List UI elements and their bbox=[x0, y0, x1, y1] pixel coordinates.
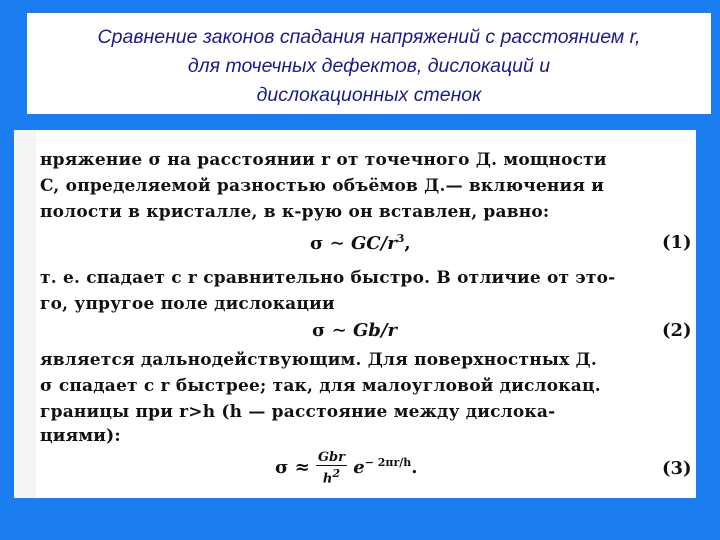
text-line-2: C, определяемой разностью объёмов Д.— включения и bbox=[40, 176, 605, 196]
equation-1-number: (1) bbox=[662, 232, 692, 253]
text-line-9: циями): bbox=[40, 426, 121, 446]
equation-3-number: (3) bbox=[662, 458, 692, 479]
text-line-1: нряжение σ на расстоянии r от точечного Д. мощности bbox=[40, 150, 607, 170]
equation-2: σ ∼ Gb/r bbox=[312, 320, 397, 341]
title-line-2: для точечных дефектов, дислокаций и bbox=[187, 55, 551, 77]
scan-margin bbox=[14, 130, 36, 498]
text-line-3: полости в кристалле, в к-рую он вставлен, равно: bbox=[40, 202, 550, 222]
slide-title bbox=[27, 13, 711, 114]
title-line-1: Сравнение законов спадания напряжений с расстоянием r, bbox=[97, 26, 641, 48]
text-line-6: является дальнодействующим. Для поверхностных Д. bbox=[40, 350, 597, 370]
equation-2-number: (2) bbox=[662, 320, 692, 341]
title-line-3: дислокационных стенок bbox=[256, 84, 482, 106]
text-line-5: го, упругое поле дислокации bbox=[40, 294, 335, 314]
equation-3: σ ≈ $\frac{\text{Gbr}}{h^2}$ $e^{- 2\pi r/h}$. bbox=[275, 450, 418, 487]
text-line-4: т. е. спадает с r сравнительно быстро. В отличие от это- bbox=[40, 268, 616, 288]
equation-1: σ ∼ $GC/r^3$, bbox=[310, 232, 411, 254]
fraction: $\frac{\text{Gbr}}{h^2}$ bbox=[317, 450, 345, 487]
text-line-8: границы при r>h (h — расстояние между дислока- bbox=[40, 402, 556, 422]
text-line-7: σ спадает с r быстрее; так, для малоугловой дислокац. bbox=[40, 376, 601, 396]
